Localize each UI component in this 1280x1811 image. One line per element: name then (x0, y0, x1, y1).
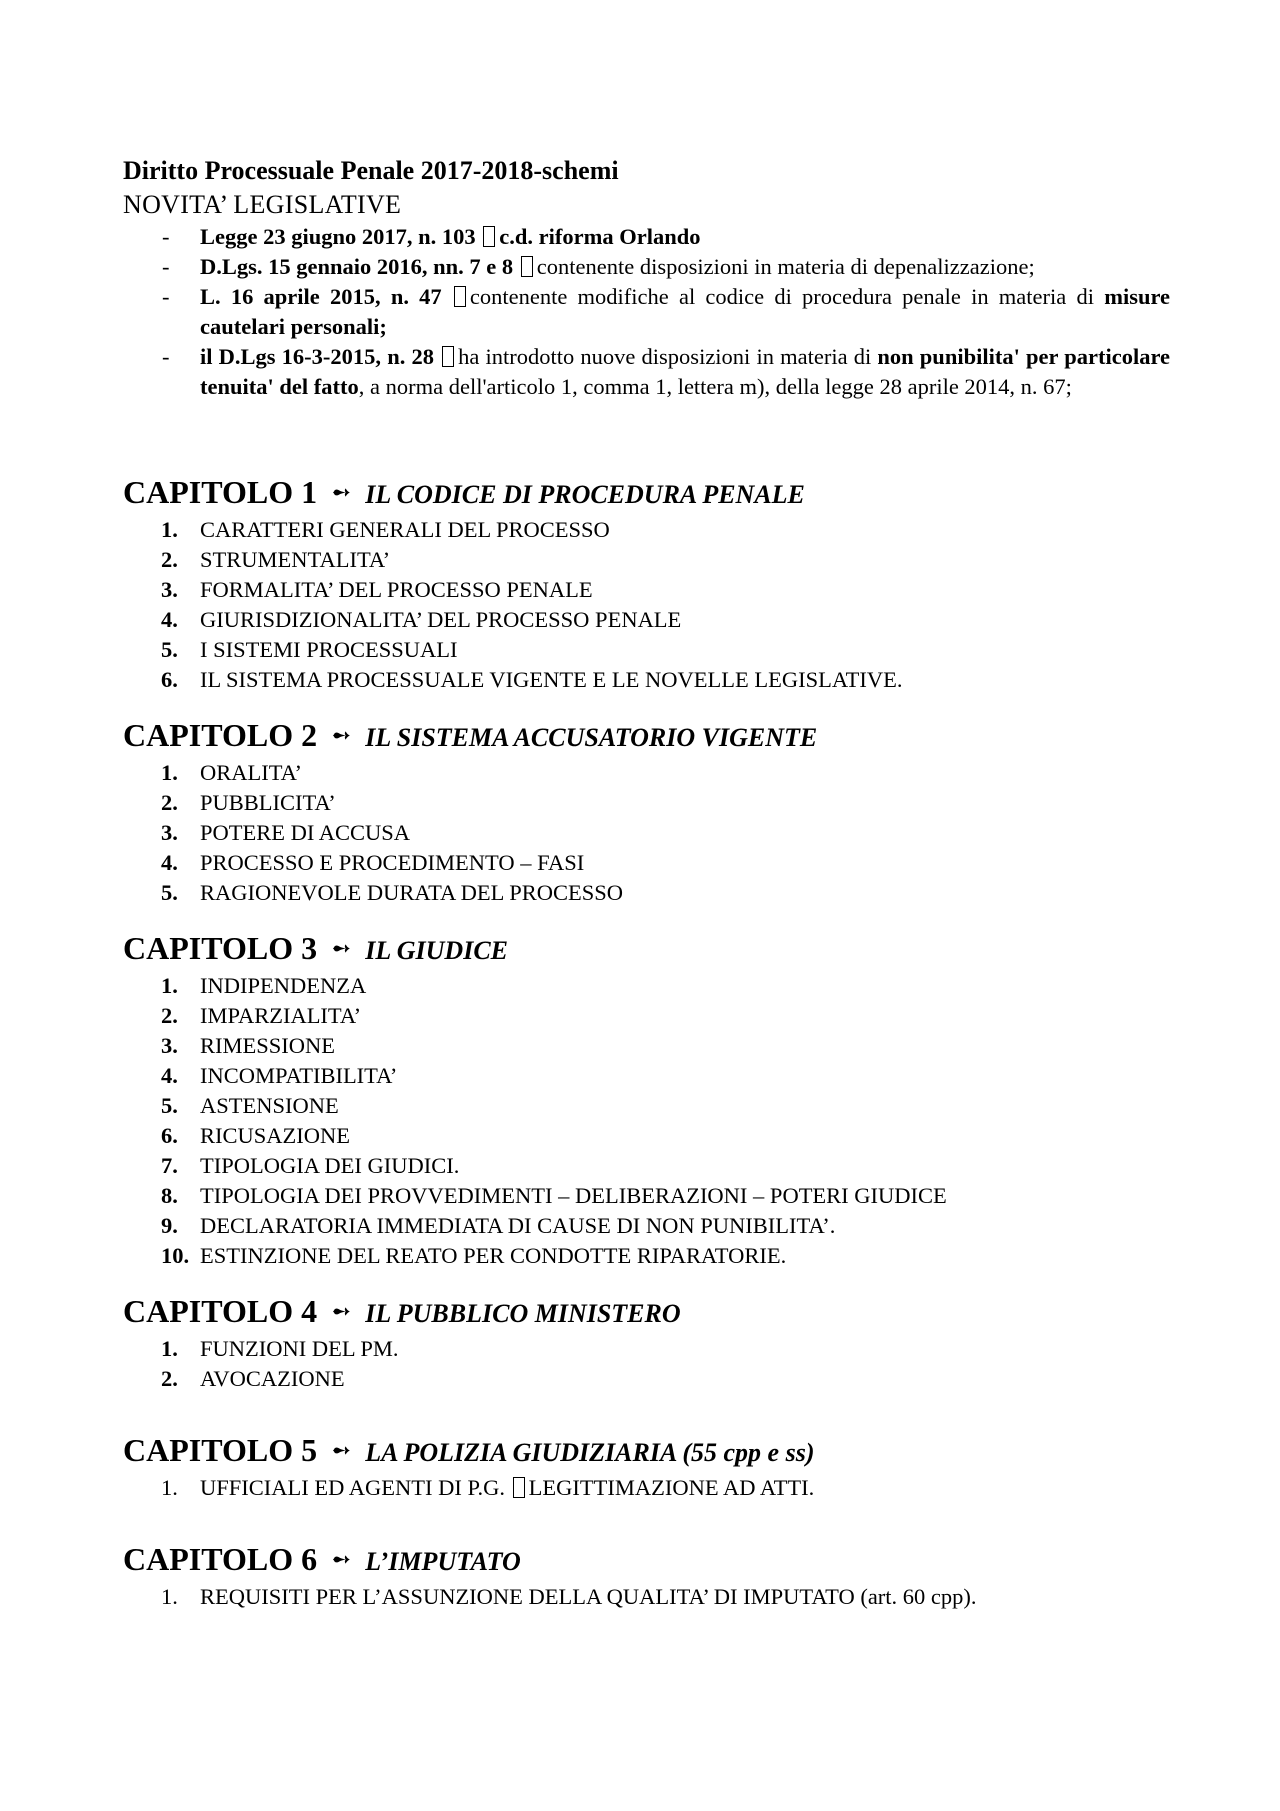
list-item: 2. PUBBLICITA’ (161, 790, 336, 815)
chapter-heading: CAPITOLO 4 ➻ IL PUBBLICO MINISTERO (123, 1293, 681, 1329)
arrow-icon: ➻ (331, 934, 352, 962)
list-item: 3. FORMALITA’ DEL PROCESSO PENALE (161, 577, 593, 602)
chapter-4 (123, 1291, 1170, 1394)
list-item: 1. FUNZIONI DEL PM. (161, 1336, 399, 1361)
arrow-icon: ➻ (331, 1436, 352, 1464)
chapter-1 (123, 472, 1170, 695)
list-item: 4. INCOMPATIBILITA’ (161, 1063, 398, 1088)
list-item: 5. I SISTEMI PROCESSUALI (161, 637, 458, 662)
chapter-heading: CAPITOLO 3 ➻ IL GIUDICE (123, 930, 509, 966)
document-title: Diritto Processuale Penale 2017-2018-schemi (123, 156, 619, 185)
list-item: 4. GIURISDIZIONALITA’ DEL PROCESSO PENALE (161, 607, 682, 632)
chapter-heading: CAPITOLO 1 ➻ IL CODICE DI PROCEDURA PENALE (123, 474, 805, 510)
missing-glyph-icon (442, 346, 454, 367)
list-item: - D.Lgs. 15 gennaio 2016, nn. 7 e 8 contenente disposizioni in materia di depenalizzazione; (162, 254, 1035, 279)
chapter-2 (123, 715, 1170, 908)
chapter-6 (123, 1539, 1170, 1612)
list-item: 9. DECLARATORIA IMMEDIATA DI CAUSE DI NON PUNIBILITA’. (161, 1213, 836, 1238)
missing-glyph-icon (521, 256, 533, 277)
chapter-5 (123, 1430, 1170, 1503)
missing-glyph-icon (483, 226, 495, 247)
list-item: 5. ASTENSIONE (161, 1093, 339, 1118)
novita-list (123, 222, 1170, 402)
chapter-1-list (123, 515, 1170, 695)
chapter-4-list (123, 1334, 1170, 1394)
list-item: 7. TIPOLOGIA DEI GIUDICI. (161, 1153, 460, 1178)
list-item: 6. IL SISTEMA PROCESSUALE VIGENTE E LE NOVELLE LEGISLATIVE. (161, 667, 903, 692)
missing-glyph-icon (454, 286, 466, 307)
list-item: 2. IMPARZIALITA’ (161, 1003, 362, 1028)
list-item: 10. ESTINZIONE DEL REATO PER CONDOTTE RIPARATORIE. (161, 1243, 787, 1268)
chapter-5-list (123, 1473, 1170, 1503)
list-item: 1. ORALITA’ (161, 760, 302, 785)
list-item: - Legge 23 giugno 2017, n. 103 c.d. riforma Orlando (162, 224, 701, 249)
list-item: 4. PROCESSO E PROCEDIMENTO – FASI (161, 850, 585, 875)
list-item: 8. TIPOLOGIA DEI PROVVEDIMENTI – DELIBERAZIONI – POTERI GIUDICE (161, 1183, 947, 1208)
list-item: 3. RIMESSIONE (161, 1033, 336, 1058)
list-item: 3. POTERE DI ACCUSA (161, 820, 411, 845)
chapter-heading: CAPITOLO 6 ➻ L’IMPUTATO (123, 1541, 521, 1577)
chapter-3 (123, 928, 1170, 1271)
arrow-icon: ➻ (331, 1545, 352, 1573)
chapter-3-list (123, 971, 1170, 1271)
list-item: 5. RAGIONEVOLE DURATA DEL PROCESSO (161, 880, 624, 905)
list-item: 1. INDIPENDENZA (161, 973, 367, 998)
list-item: 1. UFFICIALI ED AGENTI DI P.G. LEGITTIMAZIONE AD ATTI. (161, 1475, 815, 1500)
arrow-icon: ➻ (331, 478, 352, 506)
list-item: 6. RICUSAZIONE (161, 1123, 350, 1148)
list-item: 2. STRUMENTALITA’ (161, 547, 391, 572)
list-item: - il D.Lgs 16-3-2015, n. 28 ha introdotto nuove disposizioni in materia di non punibilita' per particolare tenuita' del fatto, a norma dell'articolo 1, comma 1, lettera m), della legge 28 aprile 2014, n. 67; (162, 344, 1171, 399)
arrow-icon: ➻ (331, 721, 352, 749)
list-item: - L. 16 aprile 2015, n. 47 contenente modifiche al codice di procedura penale in materia di misure cautelari personali; (162, 284, 1171, 339)
missing-glyph-icon (513, 1477, 525, 1498)
chapter-6-list (123, 1582, 1170, 1612)
list-item: 1. CARATTERI GENERALI DEL PROCESSO (161, 517, 610, 542)
section-heading-novita: NOVITA’ LEGISLATIVE (123, 190, 402, 219)
arrow-icon: ➻ (331, 1297, 352, 1325)
list-item: 1. REQUISITI PER L’ASSUNZIONE DELLA QUALITA’ DI IMPUTATO (art. 60 cpp). (161, 1584, 977, 1609)
chapter-heading: CAPITOLO 5 ➻ LA POLIZIA GIUDIZIARIA (55 cpp e ss) (123, 1432, 815, 1468)
chapter-heading: CAPITOLO 2 ➻ IL SISTEMA ACCUSATORIO VIGENTE (123, 717, 818, 753)
chapter-2-list (123, 758, 1170, 908)
list-item: 2. AVOCAZIONE (161, 1366, 345, 1391)
